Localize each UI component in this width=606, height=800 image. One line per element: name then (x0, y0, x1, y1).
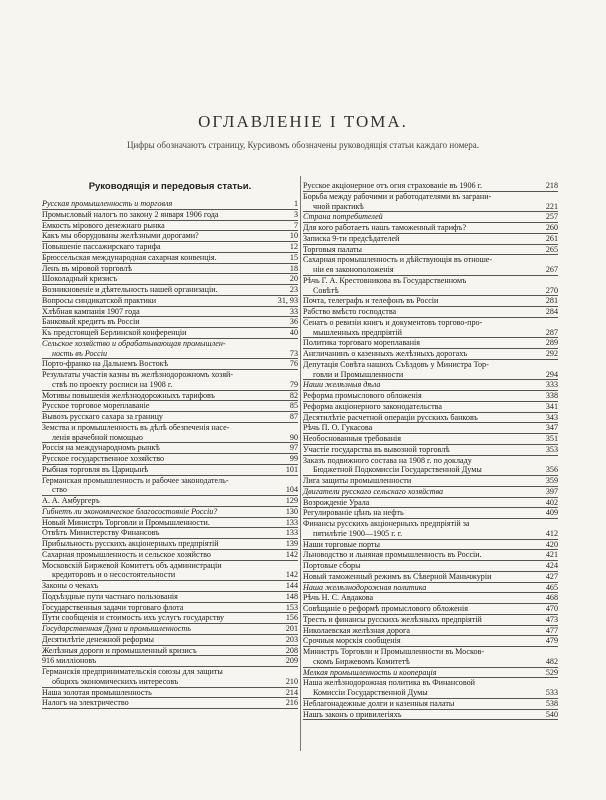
toc-page-number: 284 (545, 307, 558, 316)
toc-entry (42, 328, 298, 339)
toc-entry-title: Вывозъ русскаго сахара за границу (42, 412, 163, 421)
toc-entry (303, 519, 558, 540)
toc-entry (303, 338, 558, 349)
toc-page-number: 477 (545, 625, 558, 635)
toc-entry (42, 528, 298, 539)
toc-entry (42, 688, 298, 699)
toc-page-number: 20 (289, 274, 298, 284)
toc-page-number: 402 (545, 497, 558, 507)
toc-entry (42, 646, 298, 657)
toc-page-number: 142 (285, 549, 298, 559)
toc-page-number: 144 (285, 581, 298, 590)
toc-entry-title: Десятилѣтіе расчетной операціи русскихъ банковъ (303, 412, 478, 422)
toc-entry-title: Возникновеніе и дѣятельность нашей организаціи. (42, 285, 218, 294)
toc-entry (303, 615, 558, 626)
toc-entry-title-continued: Бюджетной Подкомиссіи Государственной Думы (313, 465, 482, 475)
toc-entry (42, 199, 298, 210)
toc-entry (303, 487, 558, 498)
toc-entry-title: 916 милліоновъ (42, 656, 97, 666)
toc-entry-title: Регулированіе цѣнъ на нефть (303, 508, 404, 518)
toc-page-number: 201 (285, 624, 298, 633)
toc-entry-title: Рыбная торговля въ Царицынѣ (42, 464, 149, 474)
toc-entry (42, 518, 298, 529)
toc-page-number: 353 (545, 444, 558, 454)
toc-entry (303, 456, 558, 477)
toc-entry (303, 234, 558, 245)
column-divider (300, 176, 301, 751)
toc-page-number: 397 (545, 486, 558, 496)
toc-entry (42, 391, 298, 402)
section-heading: Руководящія и передовыя статьи. (88, 181, 252, 192)
toc-entry (42, 656, 298, 667)
toc-page-number: 139 (285, 539, 298, 548)
page-subtitle: Цифры обозначаютъ страницу, Курсивомъ обозначены руководящія статьи каждаго номера. (126, 140, 480, 150)
toc-page-number: 10 (289, 231, 298, 241)
toc-page-number: 470 (545, 604, 558, 613)
toc-entry-title: Совѣщаніе о реформѣ промыслового обложенія (303, 604, 468, 613)
toc-entry (303, 296, 558, 307)
toc-entry-title: Новый Министръ Торговли и Промышленности. (42, 517, 210, 527)
toc-page-number: 341 (545, 401, 558, 411)
toc-page-number: 36 (289, 317, 298, 327)
toc-entry (303, 255, 558, 276)
toc-entry-title: Рѣчь Н. С. Авдакова (303, 593, 374, 603)
toc-page-number: 142 (285, 570, 298, 580)
toc-entry (303, 192, 558, 213)
toc-entry (42, 231, 298, 242)
toc-entry-title: Неблагонадежные долги и казенныя палаты (303, 698, 455, 708)
toc-page-number: 468 (545, 593, 558, 603)
toc-entry-title: А. А. Амбургеръ (42, 496, 100, 505)
toc-entry-title: Наши торговые порты (303, 539, 380, 549)
toc-entry (42, 339, 298, 360)
toc-entry-title: Необоснованныя требованія (303, 434, 402, 443)
toc-page-number: 210 (285, 676, 298, 686)
toc-entry (42, 296, 298, 307)
toc-page-number: 412 (545, 528, 558, 538)
toc-page-number: 208 (285, 645, 298, 655)
toc-entry (303, 223, 558, 234)
toc-page-number: 218 (545, 181, 558, 190)
toc-page-number: 216 (285, 698, 298, 708)
toc-entry-title: Борьба между рабочими и работодателями въ заграни- (303, 191, 492, 201)
toc-entry (303, 413, 558, 424)
toc-entry-title: Тресть и финансы русскихъ желѣзныхъ предпріятій (303, 614, 482, 624)
toc-entry-title-continued: кредиторовъ и о несостоятельности (52, 570, 176, 580)
toc-page-number: 533 (545, 688, 558, 697)
toc-entry (303, 678, 558, 699)
toc-entry-title: Наша желѣзнодорожная политика въ Финансовой (303, 678, 475, 688)
toc-entry-title: Промысловый налогъ по закону 2 января 1906 года (42, 209, 219, 219)
toc-page-number: 79 (289, 379, 298, 389)
toc-page-number: 97 (289, 443, 298, 453)
toc-page-number: 473 (545, 614, 558, 624)
toc-entry-title: Сахарная промышленность и сельское хозяйство (42, 549, 211, 559)
toc-page-number: 281 (545, 296, 558, 306)
toc-page-number: 540 (545, 709, 558, 719)
toc-entry (303, 476, 558, 487)
toc-entry (42, 581, 298, 592)
toc-page-number: 76 (289, 359, 298, 369)
toc-entry (303, 181, 558, 192)
toc-entry (303, 550, 558, 561)
toc-page-number: 333 (545, 380, 558, 390)
toc-entry-title: Результаты участія казны въ желѣзнодорожномъ хозяй- (42, 370, 234, 379)
toc-entry (303, 636, 558, 647)
toc-entry (42, 307, 298, 318)
toc-entry (42, 613, 298, 624)
toc-entry-title-continued: чной практикѣ (313, 201, 364, 211)
toc-entry-title: Записка 9-ти предсѣдателей (303, 233, 400, 243)
toc-entry (303, 647, 558, 668)
toc-page-number: 18 (289, 263, 298, 273)
toc-entry (42, 592, 298, 603)
toc-entry-title: Вопросы синдикатской практики (42, 295, 157, 305)
toc-page-number: 261 (545, 233, 558, 243)
toc-entry-title: Русское акціонерное отъ огня страхованіе въ 1906 г. (303, 181, 482, 190)
toc-entry (303, 380, 558, 391)
toc-entry-title-continued: Комиссіи Государственной Думы (313, 688, 428, 697)
toc-entry-title: Отвѣтъ Министерству Финансовъ (42, 528, 160, 538)
toc-page-number: 104 (285, 485, 298, 495)
toc-entry-title: Государственная Дума и промышленность (42, 624, 191, 633)
toc-page-number: 267 (545, 265, 558, 274)
toc-entry-title: Германская промышленность и рабочее законодатель- (42, 475, 229, 485)
toc-entry (303, 498, 558, 509)
toc-entry-title: Рабство вмѣсто господства (303, 307, 397, 316)
toc-entry-title: Страна потребителей (303, 212, 383, 222)
toc-entry-title-continued: ленія врачебной помощью (52, 432, 143, 442)
toc-page-number: 427 (545, 571, 558, 581)
toc-entry (42, 359, 298, 370)
toc-entry (303, 423, 558, 434)
toc-page-number: 85 (289, 401, 298, 411)
toc-entry-title: Заказъ подвижного состава на 1908 г. по докладу (303, 455, 472, 465)
toc-page-number: 479 (545, 636, 558, 646)
toc-page-number: 347 (545, 423, 558, 433)
toc-page-number: 203 (285, 634, 298, 644)
toc-entry (303, 561, 558, 572)
toc-entry-title-continued: ніи ея законоположенія (313, 265, 394, 274)
toc-entry (42, 635, 298, 646)
toc-page-number: 465 (545, 582, 558, 592)
toc-entry-title: Депутація Совѣта нашихъ Съѣздовъ у Министра Тор- (303, 359, 489, 369)
toc-page-number: 153 (285, 602, 298, 612)
toc-entry (42, 443, 298, 454)
toc-entry-title-continued: говли и Промышленности (313, 369, 404, 379)
toc-page-number: 12 (289, 242, 298, 251)
right-entry-list (303, 181, 558, 720)
toc-entry-title-continued: скомъ Биржевомъ Комитетѣ (313, 656, 410, 666)
toc-entry (303, 699, 558, 710)
toc-page-number: 148 (285, 591, 298, 601)
toc-entry-title: Къ предстоящей Берлинской конференціи (42, 328, 187, 337)
toc-page-number: 260 (545, 223, 558, 232)
toc-entry-title-continued: ствѣ по проекту росписи на 1908 г. (52, 379, 173, 389)
toc-entry-title: Льноводство и льняная промышленность въ Россіи. (303, 550, 482, 560)
toc-entry-title: Министръ Торговли и Промышленности въ Москов- (303, 647, 485, 656)
toc-entry-title: Политика торговаго мореплаванія (303, 338, 421, 348)
toc-entry (303, 349, 558, 360)
toc-entry-title-continued: общихъ экономическихъ интересовъ (52, 676, 179, 686)
toc-page-number: 424 (545, 561, 558, 570)
toc-entry-title: Повышеніе пассажирскаго тарифа (42, 242, 161, 251)
toc-entry (303, 434, 558, 445)
toc-entry-title: Русское торговое мореплаваніе (42, 401, 150, 411)
toc-entry (303, 212, 558, 223)
toc-page-number: 1 (293, 199, 298, 208)
toc-page-number: 87 (289, 412, 298, 421)
toc-entry-title: Рѣчь П. О. Гукасова (303, 423, 373, 433)
toc-entry-title: Новый таможенный режимъ въ Сѣверной Маньчжуріи (303, 571, 492, 581)
toc-page-number: 133 (285, 517, 298, 527)
toc-page-number: 214 (285, 687, 298, 697)
toc-page-number: 529 (545, 667, 558, 677)
toc-entry (42, 698, 298, 709)
toc-entry-title: Гибнетъ ли экономическое благосостояніе Россіи? (42, 506, 218, 516)
toc-entry (303, 668, 558, 679)
toc-entry-title: Россія на международномъ рынкѣ (42, 443, 160, 453)
left-column (42, 180, 298, 709)
toc-entry (42, 221, 298, 232)
toc-entry (303, 445, 558, 456)
toc-entry (303, 508, 558, 519)
toc-entry-title: Пути сообщенія и стоимость ихъ услугъ государству (42, 613, 225, 623)
toc-entry-title: Банковый кредитъ въ Россіи (42, 317, 140, 327)
toc-entry-title: Законы о чекахъ (42, 581, 99, 590)
toc-page-number: 359 (545, 476, 558, 485)
toc-entry (42, 274, 298, 285)
toc-entry (42, 210, 298, 221)
toc-page-number: 40 (289, 328, 298, 337)
toc-entry (42, 476, 298, 497)
toc-page-number: 90 (289, 432, 298, 442)
toc-entry (303, 604, 558, 615)
toc-page-number: 289 (545, 338, 558, 348)
toc-entry (42, 603, 298, 614)
toc-page-number: 130 (285, 506, 298, 516)
toc-entry-title: Для кого работаетъ нашъ таможенный тарифъ? (303, 223, 467, 232)
toc-entry (303, 626, 558, 637)
toc-entry (303, 360, 558, 381)
toc-entry-title: Двигатели русскаго сельскаго хозяйства (303, 486, 444, 496)
toc-page-number: 31, 93 (277, 295, 298, 305)
toc-entry (42, 264, 298, 275)
toc-entry-title: Почта, телеграфъ и телефонъ въ Россіи (303, 296, 439, 306)
toc-entry (42, 370, 298, 391)
toc-entry (303, 572, 558, 583)
toc-entry-title-continued: ность въ Россіи (52, 348, 108, 358)
toc-entry (303, 540, 558, 551)
toc-page-number: 420 (545, 539, 558, 549)
toc-entry-title: Наши желѣзныя дѣла (303, 380, 381, 390)
toc-entry (42, 454, 298, 465)
toc-page-number: 3 (293, 209, 298, 219)
toc-entry-title: Московскій Биржевой Комитетъ объ администраціи (42, 560, 222, 570)
toc-entry-title: Мотивы повышенія желѣзнодорожныхъ тарифовъ (42, 390, 215, 400)
toc-entry-title: Реформа промыслового обложенія (303, 391, 422, 400)
toc-entry (42, 561, 298, 582)
right-column (303, 181, 558, 720)
toc-page-number: 7 (293, 220, 298, 230)
toc-entry-title: Порто-франко на Дальнемъ Востокѣ (42, 359, 168, 369)
toc-entry-title-continued: ство (52, 485, 67, 495)
toc-entry (303, 710, 558, 721)
toc-entry (42, 667, 298, 688)
toc-entry-title: Брюссельская международная сахарная конвенція. (42, 252, 217, 262)
toc-entry (42, 285, 298, 296)
toc-entry (42, 401, 298, 412)
toc-page-number: 23 (289, 285, 298, 294)
toc-entry-title: Реформа акціонерного законодательства (303, 401, 442, 411)
toc-entry-title: Сахарная промышленность и дѣйствующія въ отноше- (303, 255, 493, 265)
toc-entry-title: Торговыя палаты (303, 244, 362, 254)
toc-entry-title: Мелкая промышленность и кооперація (303, 667, 437, 677)
toc-entry (303, 583, 558, 594)
page-title: ОГЛАВЛЕНІЕ I ТОМА. (198, 112, 408, 131)
toc-page-number: 265 (545, 244, 558, 254)
toc-entry (42, 423, 298, 444)
toc-entry-title: Рѣчь Г. А. Крестовникова въ Государственномъ (303, 275, 467, 285)
toc-entry-title: Сельское хозяйство и обрабатывающая промышлен- (42, 338, 226, 348)
toc-entry-title: Финансы русскихъ акціонерныхъ предпріятій за (303, 519, 470, 528)
toc-entry (42, 550, 298, 561)
toc-page-number: 294 (545, 369, 558, 379)
toc-entry-title: Десятилѣтіе денежной реформы (42, 634, 154, 644)
toc-entry (303, 307, 558, 318)
toc-entry-title: Сенатъ о ревизіи книгъ и документовъ торгово-про- (303, 317, 483, 327)
toc-page-number: 482 (545, 656, 558, 666)
toc-entry-title: Хлѣбная кампанія 1907 года (42, 306, 140, 316)
toc-entry (303, 318, 558, 339)
toc-page-number: 133 (285, 528, 298, 538)
toc-page-number: 292 (545, 349, 558, 358)
toc-page-number: 538 (545, 698, 558, 708)
toc-entry-title-continued: мышленныхъ предпріятій (313, 327, 402, 337)
toc-entry (303, 276, 558, 297)
toc-page-number: 15 (289, 252, 298, 262)
toc-entry-title: Емкость мірового денежнаго рынка (42, 220, 165, 230)
toc-entry-title: Возрожденіе Урала (303, 497, 370, 507)
toc-page-number: 221 (545, 201, 558, 211)
toc-page-number: 338 (545, 391, 558, 400)
toc-entry-title: Земства и промышленность въ дѣлѣ обезпеченія насе- (42, 422, 230, 432)
toc-page-number: 82 (289, 390, 298, 400)
toc-page-number: 351 (545, 434, 558, 443)
toc-entry-title: Лига защиты промышленности (303, 476, 412, 485)
toc-page-number: 270 (545, 285, 558, 295)
toc-page-number: 409 (545, 508, 558, 518)
toc-page-number: 99 (289, 454, 298, 463)
toc-entry-title: Германскія предпринимательскія союзы для защиты (42, 667, 223, 676)
toc-page-number: 33 (289, 306, 298, 316)
toc-entry (42, 412, 298, 423)
toc-entry (303, 391, 558, 402)
toc-entry-title: Шоколадный кризисъ (42, 274, 118, 284)
toc-entry (42, 253, 298, 264)
toc-entry (42, 624, 298, 635)
toc-page-number: 287 (545, 327, 558, 337)
toc-page-number: 209 (285, 656, 298, 666)
toc-page-number: 156 (285, 613, 298, 623)
toc-entry (303, 593, 558, 604)
toc-entry-title: Русская промышленность и торговля (42, 199, 173, 208)
toc-entry-title: Какъ мы оборудованы желѣзными дорогами? (42, 231, 199, 241)
toc-page-number: 129 (285, 496, 298, 505)
toc-entry-title: Государственныя задачи торговаго флота (42, 602, 184, 612)
left-entry-list (42, 199, 298, 709)
toc-entry-title: Подъѣздные пути частнаго пользованія (42, 591, 178, 601)
toc-page-number: 73 (289, 348, 298, 358)
toc-entry (42, 317, 298, 328)
toc-entry-title: Налогъ на электричество (42, 698, 129, 708)
toc-page-number: 356 (545, 465, 558, 475)
toc-entry-title: Желѣзныя дороги и промышленный кризисъ (42, 645, 197, 655)
toc-entry-title: Николаевская желѣзная дорога (303, 625, 410, 635)
toc-entry (303, 245, 558, 256)
toc-entry-title: Нашъ законъ о привилегіяхъ (303, 709, 402, 719)
toc-entry (42, 496, 298, 507)
toc-page-number: 421 (545, 550, 558, 560)
toc-entry-title: Срочныя морскія сообщенія (303, 636, 401, 646)
toc-entry-title: Участіе государства въ вывозной торговлѣ (303, 444, 450, 454)
toc-entry (42, 242, 298, 253)
toc-entry-title-continued: Совѣтѣ (313, 285, 339, 295)
toc-entry-title-continued: пятилѣтіе 1900—1905 г. г. (313, 528, 403, 538)
toc-entry-title: Русское государственное хозяйство (42, 454, 165, 463)
toc-entry-title: Наша золотая промышленность (42, 687, 152, 697)
toc-entry-title: Прибыльность русскихъ акціонерныхъ предпріятій (42, 539, 219, 548)
toc-entry-title: Портовые сборы (303, 561, 361, 570)
toc-entry (42, 507, 298, 518)
toc-entry (303, 402, 558, 413)
toc-page-number: 257 (545, 212, 558, 222)
toc-entry-title: Англичанинъ о казенныхъ желѣзныхъ дорогахъ (303, 349, 468, 358)
toc-entry (42, 465, 298, 476)
toc-page-number: 343 (545, 412, 558, 422)
toc-entry-title: Наша желѣзнодорожная политика (303, 582, 427, 592)
toc-page-number: 101 (285, 464, 298, 474)
toc-entry (42, 539, 298, 550)
toc-entry-title: Ленъ въ міровой торговлѣ (42, 263, 132, 273)
